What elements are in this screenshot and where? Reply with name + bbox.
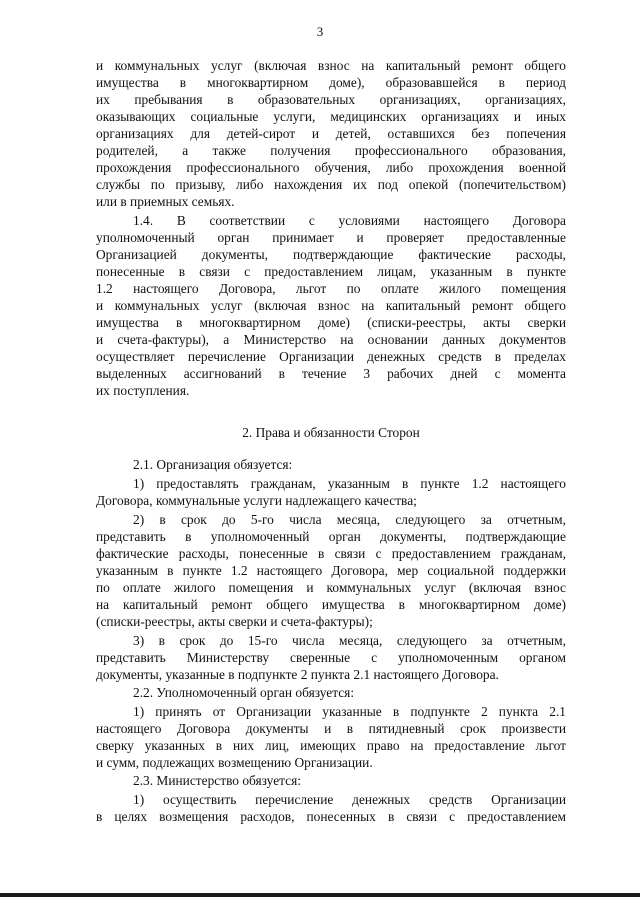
text-line: Договора, коммунальные услуги надлежащего качества; bbox=[96, 493, 417, 508]
text-line: настоящего Договора документы и в пятидневный срок произвести bbox=[96, 721, 566, 736]
text-line: и коммунальных услуг (включая взнос на капитальный ремонт общего bbox=[96, 298, 566, 313]
text-line: службы по призыву, либо нахождения их под опекой (попечительством) bbox=[96, 177, 566, 192]
text-line: прохождения профессионального обучения, либо прохождения военной bbox=[96, 160, 566, 175]
text-line: выделенных ассигнований в течение 3 рабочих дней с момента bbox=[96, 366, 566, 381]
text-line: 2.1. Организация обязуется: bbox=[133, 457, 293, 472]
text-line: их пребывания в образовательных организациях, организациях, bbox=[96, 92, 566, 107]
text-line: представить в уполномоченный орган документы, подтверждающие bbox=[96, 529, 566, 544]
text-line: документы, указанные в подпункте 2 пункта 2.1 настоящего Договора. bbox=[96, 667, 499, 682]
text-line: в целях возмещения расходов, понесенных в связи с предоставлением bbox=[96, 809, 566, 824]
text-line: фактические расходы, понесенные в связи с предоставлением гражданам, bbox=[96, 546, 566, 561]
text-line: имущества в многоквартирном доме) (списки-реестры, акты сверки bbox=[96, 315, 566, 330]
text-line: 3) в срок до 15-го числа месяца, следующего за отчетным, bbox=[133, 633, 566, 648]
scan-edge-line bbox=[0, 893, 640, 897]
text-line: и счета-фактуры), а Министерство на основании данных документов bbox=[96, 332, 566, 347]
text-line: понесенные в связи с предоставлением лицам, указанным в пункте bbox=[96, 264, 566, 279]
text-line: организациях для детей-сирот и детей, оставшихся без попечения bbox=[96, 126, 566, 141]
text-line: представить Министерству сверенные с уполномоченным органом bbox=[96, 650, 566, 665]
text-line: или в приемных семьях. bbox=[96, 194, 235, 209]
text-line: 1.2 настоящего Договора, льгот по оплате жилого помещения bbox=[96, 281, 566, 296]
text-line: Организацией документы, подтверждающие фактические расходы, bbox=[96, 247, 566, 262]
text-line: 2) в срок до 5-го числа месяца, следующего за отчетным, bbox=[133, 512, 566, 527]
text-line: 1) принять от Организации указанные в подпункте 2 пункта 2.1 bbox=[133, 704, 566, 719]
text-line: 1) предоставлять гражданам, указанным в пункте 1.2 настоящего bbox=[133, 476, 566, 491]
text-line: оказывающих социальные услуги, медицинских организациях и иных bbox=[96, 109, 566, 124]
text-line: их поступления. bbox=[96, 383, 190, 398]
text-line: родителей, а также получения профессионального образования, bbox=[96, 143, 566, 158]
text-line: (списки-реестры, акты сверки и счета-фактуры); bbox=[96, 614, 373, 629]
page-number: 3 bbox=[316, 24, 324, 39]
text-line: указанным в пункте 1.2 настоящего Договора, мер социальной поддержки bbox=[96, 563, 566, 578]
text-line: 1.4. В соответствии с условиями настоящего Договора bbox=[133, 213, 566, 228]
text-line: и коммунальных услуг (включая взнос на капитальный ремонт общего bbox=[96, 58, 566, 73]
text-line: 2.2. Уполномоченный орган обязуется: bbox=[133, 685, 355, 700]
text-line: осуществляет перечисление Организации денежных средств в пределах bbox=[96, 349, 566, 364]
text-line: по оплате жилого помещения и коммунальных услуг (включая взнос bbox=[96, 580, 566, 595]
text-line: и сумм, подлежащих возмещению Организации. bbox=[96, 755, 373, 770]
section-heading: 2. Права и обязанности Сторон bbox=[242, 425, 420, 440]
text-line: имущества в многоквартирном доме), образовавшейся в период bbox=[96, 75, 566, 90]
text-line: сверку указанных в них лиц, имеющих право на предоставление льгот bbox=[96, 738, 566, 753]
text-line: 1) осуществить перечисление денежных средств Организации bbox=[133, 792, 566, 807]
text-line: 2.3. Министерство обязуется: bbox=[133, 773, 301, 788]
text-line: на капитальный ремонт общего имущества в многоквартирном доме) bbox=[96, 597, 566, 612]
text-line: уполномоченный орган принимает и проверяет предоставленные bbox=[96, 230, 566, 245]
